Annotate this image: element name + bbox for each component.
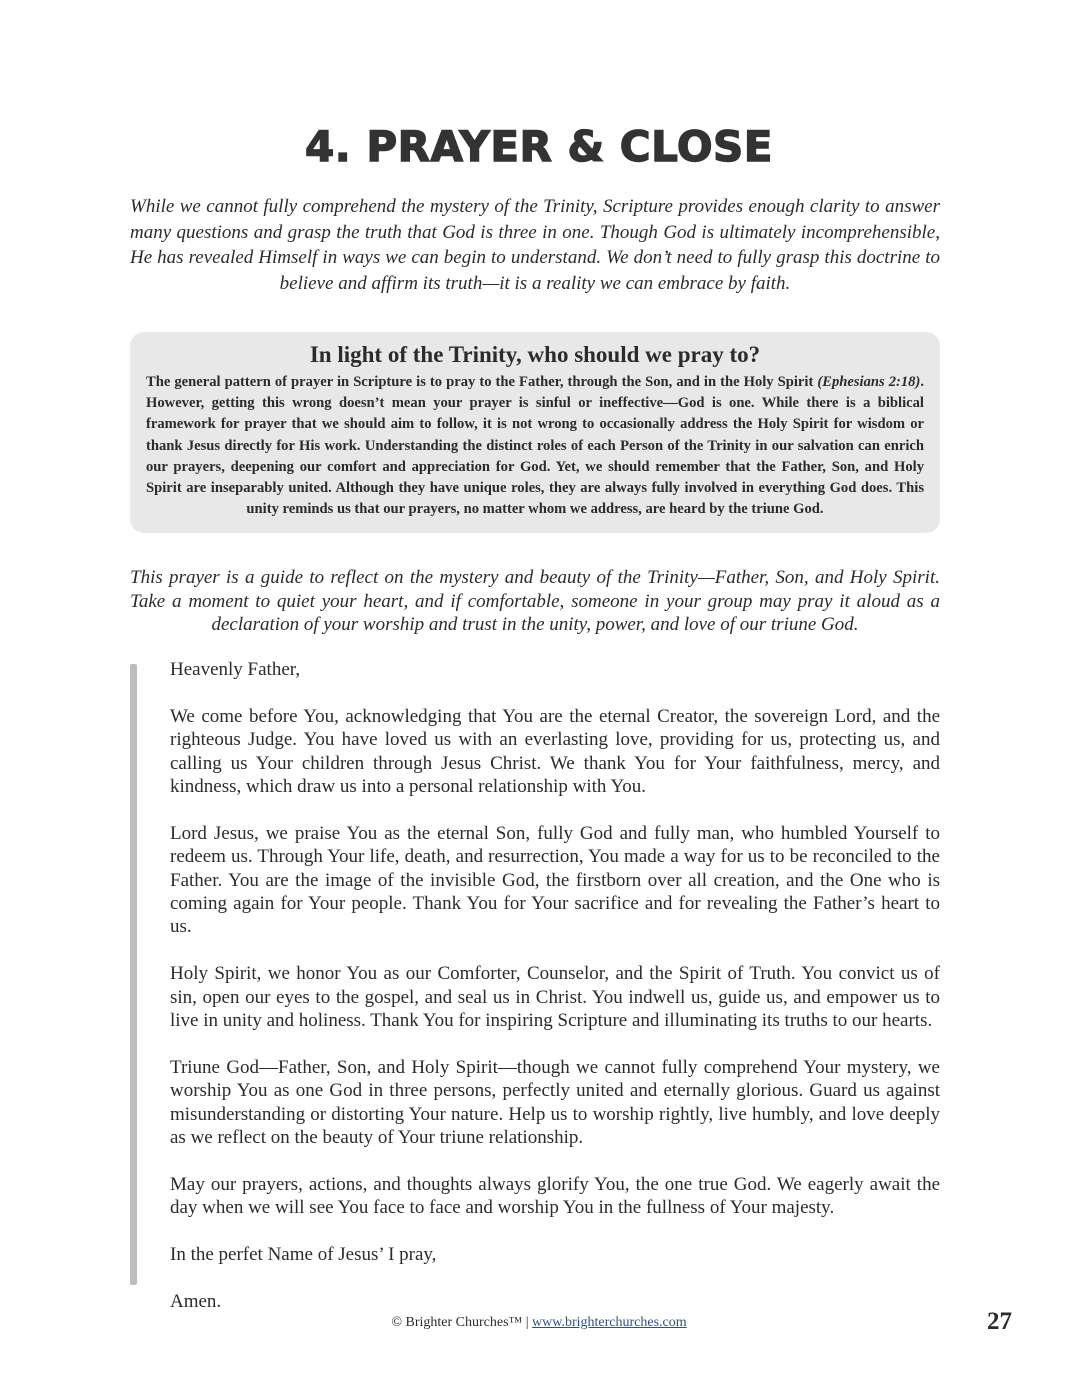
scripture-reference: (Ephesians 2:18): [817, 374, 921, 390]
intro-paragraph: While we cannot fully comprehend the mystery of the Trinity, Scripture provides enough clarity to answer many questions and grasp the truth that God is three in one. Though God is ultimately incomprehensible, He has revealed Himself in ways we can begin to understand. We don’t need to fully grasp this doctrine to believe and affirm its truth—it is a reality we can embrace by faith.: [130, 196, 940, 294]
page-title: 4. PRAYER & CLOSE: [305, 122, 773, 171]
prayer-guide-paragraph: This prayer is a guide to reflect on the mystery and beauty of the Trinity—Father, Son, and Holy Spirit. Take a moment to quiet your heart, and if comfortable, someone in your group may pray it aloud as a declaration of your worship and trust in the unity, power, and love of our triune God.: [130, 567, 940, 635]
trinity-prayer-callout: [130, 332, 940, 533]
website-link[interactable]: www.brighterchurches.com: [532, 1315, 687, 1330]
prayer-paragraph: We come before You, acknowledging that You are the eternal Creator, the sovereign Lord, and the righteous Judge. You have loved us with an everlasting love, providing for us, protecting us, and calling us Your children through Jesus Christ. We thank You for Your faithfulness, mercy, and kindness, which draw us into a personal relationship with You.: [170, 705, 940, 798]
prayer-amen: Amen.: [170, 1290, 222, 1312]
callout-heading: In light of the Trinity, who should we pray to?: [309, 342, 761, 367]
prayer-salutation: Heavenly Father,: [170, 659, 301, 680]
prayer-closing: In the perfet Name of Jesus’ I pray,: [170, 1244, 437, 1266]
footer-copyright: © Brighter Churches™ |: [391, 1315, 533, 1330]
callout-body-rest: . However, getting this wrong doesn’t mean your prayer is sinful or ineffective—God is one. While there is a biblical framework for prayer that we should aim to follow, it is not wrong to occasionally address the Holy Spirit for wisdom or thank Jesus directly for His work. Understanding the distinct roles of each Person of the Trinity in our salvation can enrich our prayers, deepening our comfort and appreciation for God. Yet, we should remember that the Father, Son, and Holy Spirit are inseparably united. Although they have unique roles, they are always fully involved in everything God does. This unity reminds us that our prayers, no matter whom we address, are heard by the triune God.: [146, 374, 924, 518]
prayer-block: [170, 658, 940, 1313]
prayer-paragraph: Holy Spirit, we honor You as our Comforter, Counselor, and the Spirit of Truth. You convict us of sin, open our eyes to the gospel, and seal us in Christ. You indwell us, guide us, and empower us to live in unity and holiness. Thank You for inspiring Scripture and illuminating its truths to our hearts.: [170, 963, 940, 1032]
prayer-paragraph: Triune God—Father, Son, and Holy Spirit—though we cannot fully comprehend Your mystery, we worship You as one God in three persons, perfectly united and eternally glorious. Guard us against misunderstanding or distorting Your nature. Help us to worship rightly, live humbly, and love deeply as we reflect on the beauty of Your triune relationship.: [170, 1056, 940, 1149]
prayer-paragraph: May our prayers, actions, and thoughts always glorify You, the one true God. We eagerly await the day when we will see You face to face and worship You in the fullness of Your majesty.: [170, 1173, 940, 1219]
prayer-quote-bar: [130, 664, 137, 1285]
callout-body: [146, 372, 924, 520]
page-number: 27: [987, 1308, 1012, 1335]
callout-body-start: The general pattern of prayer in Scripture is to pray to the Father, through the Son, and in the Holy Spirit: [146, 374, 818, 390]
prayer-paragraph: Lord Jesus, we praise You as the eternal Son, fully God and fully man, who humbled Yourself to redeem us. Through Your life, death, and resurrection, You made a way for us to be reconciled to the Father. You are the image of the invisible God, the firstborn over all creation, and the One who is coming again for Your people. Thank You for Your sacrifice and for revealing the Father’s heart to us.: [170, 822, 940, 938]
footer: [0, 1315, 1078, 1331]
